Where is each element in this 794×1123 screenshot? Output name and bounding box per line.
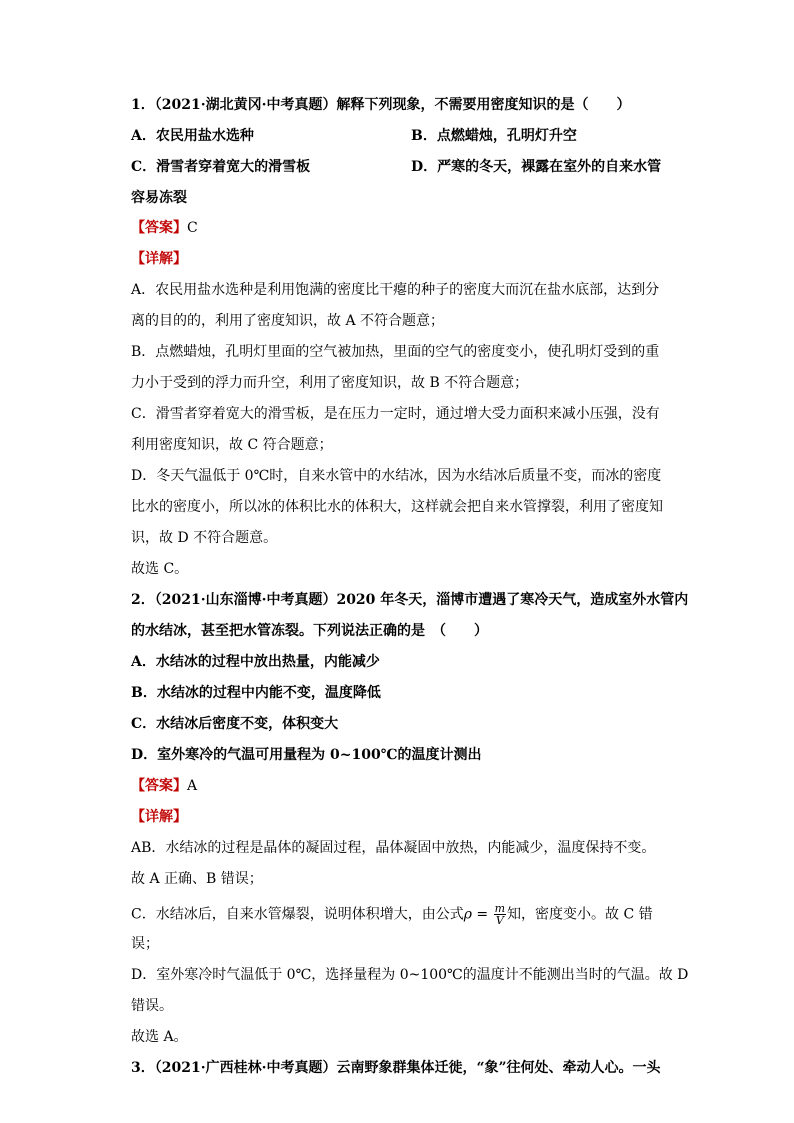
q2-option-a: A．水结冰的过程中放出热量，内能减少	[131, 654, 380, 670]
q1-answer	[131, 218, 198, 238]
q1-detail-line: 识，故 D 不符合题意。	[131, 530, 278, 546]
q3-stem: 3．（2021·广西桂林·中考真题）云南野象群集体迁徙，“象”往何处、牵动人心。一头	[131, 1060, 661, 1076]
q2-option-c: C．水结冰后密度不变，体积变大	[131, 716, 339, 732]
fraction-numerator: m	[494, 902, 506, 915]
q1-detail-line: 利用密度知识，故 C 符合题意；	[131, 437, 333, 453]
formula-equals: =	[471, 906, 493, 923]
q1-option-d-cont: 容易冻裂	[131, 190, 187, 206]
q1-conclusion: 故选 C。	[131, 561, 189, 577]
fraction-denominator: V	[495, 914, 504, 927]
q1-detail-line: 离的目的的，利用了密度知识，故 A 不符合题意；	[131, 313, 445, 329]
q2-detail-line: D．室外寒冷时气温低于 0℃，选择量程为 0~100℃的温度计不能测出当时的气温。故 D	[131, 967, 689, 983]
answer-label: 【答案】	[131, 220, 187, 236]
q1-detail-line: D．冬天气温低于 0℃时，自来水管中的水结冰，因为水结冰后质量不变，而冰的密度	[131, 468, 662, 484]
q2-detail-line: 错误。	[131, 998, 173, 1014]
q1-detail-line: A．农民用盐水选种是利用饱满的密度比干瘪的种子的密度大而沉在盐水底部，达到分	[131, 282, 660, 298]
answer-label: 【答案】	[131, 778, 187, 794]
q2-conclusion: 故选 A。	[131, 1029, 188, 1045]
q2-detail-line: 误；	[131, 936, 159, 952]
q1-detail-label: 【详解】	[131, 251, 187, 267]
q1-detail-line: B．点燃蜡烛，孔明灯里面的空气被加热，里面的空气的密度变小，使孔明灯受到的重	[131, 344, 660, 360]
formula-rho: ρ	[463, 906, 472, 923]
q2-detail-formula-line	[131, 903, 653, 926]
q1-detail-line: 比水的密度小，所以冰的体积比水的体积大，这样就会把自来水管撑裂，利用了密度知	[131, 499, 663, 515]
q2-stem: 2．（2021·山东淄博·中考真题）2020 年冬天，淄博市遭遇了寒冷天气，造成室外水管内	[131, 592, 689, 608]
q1-option-b: B．点燃蜡烛，孔明灯升空	[411, 128, 577, 144]
q2-option-b: B．水结冰的过程中内能不变，温度降低	[131, 685, 381, 701]
q2-detail-line: AB．水结冰的过程是晶体的凝固过程，晶体凝固中放热，内能减少，温度保持不变。	[131, 840, 656, 856]
formula-suffix: 知，密度变小。故 C 错	[507, 906, 653, 923]
q2-option-d: D．室外寒冷的气温可用量程为 0~100℃的温度计测出	[131, 747, 482, 763]
q2-answer	[131, 776, 197, 796]
q1-option-c: C．滑雪者穿着宽大的滑雪板	[131, 159, 311, 175]
q1-option-a: A．农民用盐水选种	[131, 128, 254, 144]
q2-detail-line: 故 A 正确、B 错误；	[131, 871, 263, 887]
q1-stem: 1．（2021·湖北黄冈·中考真题）解释下列现象，不需要用密度知识的是（ ）	[131, 97, 631, 113]
q1-detail-line: 力小于受到的浮力而升空，利用了密度知识，故 B 不符合题意；	[131, 375, 529, 391]
formula-prefix: C．水结冰后，自来水管爆裂，说明体积增大，由公式	[131, 906, 464, 923]
q2-stem-cont: 的水结冰，甚至把水管冻裂。下列说法正确的是 （ ）	[131, 623, 488, 639]
answer-value: C	[187, 220, 198, 236]
answer-value: A	[187, 778, 198, 794]
q1-detail-line: C．滑雪者穿着宽大的滑雪板，是在压力一定时，通过增大受力面积来减小压强，没有	[131, 406, 660, 422]
q2-detail-label: 【详解】	[131, 809, 187, 825]
density-fraction	[494, 903, 506, 926]
q1-option-d: D．严寒的冬天，裸露在室外的自来水管	[411, 159, 662, 175]
